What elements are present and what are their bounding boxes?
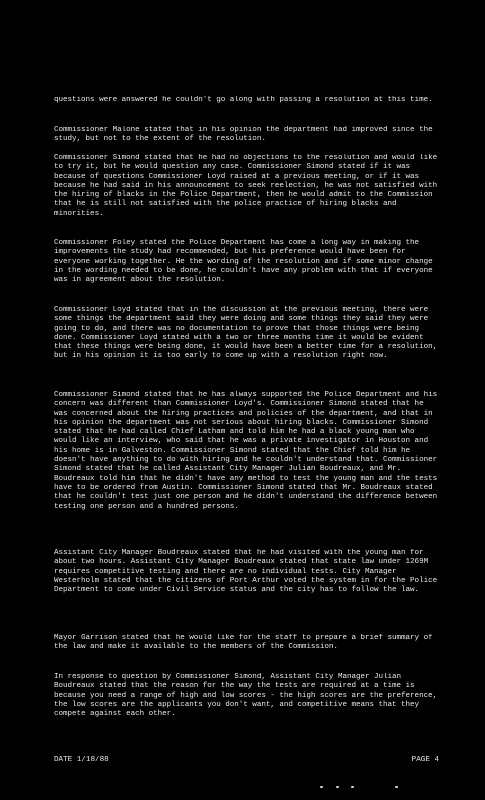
- page-footer: [54, 756, 439, 765]
- scan-speck: [395, 786, 398, 788]
- paragraph-2: Commissioner Malone stated that in his opinion the department had improved since the study, but not to the extent of the resolution.: [54, 126, 433, 144]
- paragraph-6: Commissioner Simond stated that he has always supported the Police Department and his concern was different than Commissioner Loyd's. Commissioner Simond stated that he was concerned about the hiring practices and policies of the department, and that in his opinion the department was not serious about hiring blacks. Commissioner Simond stated that he had called Chief Latham and told him he had a black young man who would like an interview, who said that he was a private investigator in Houston and his home is in Galveston. Commissioner Simond stated that the Chief told him he doesn't have anything to do with hiring and he couldn't understand that. Commissioner Simond stated that he called Assistant City Manager Julian Boudreaux, and Mr. Boudreaux told him that he didn't have any method to test the young man and the tests have to be ordered from Austin. Commissioner Simond stated that Mr. Boudreaux stated that he couldn't test just one person and he didn't understand the difference between testing one person and a hundred persons.: [54, 391, 438, 511]
- scan-speck: [336, 786, 339, 788]
- scan-speck: [320, 786, 323, 788]
- paragraph-5: Commissioner Loyd stated that in the discussion at the previous meeting, there were some things the department said they were doing and some things they said they were going to do, and there was no documentation to prove that those things were being done. Commissioner Loyd stated with a two or three months time it would be evident that these things were being done, it would have been a better time for a resolution, but in his opinion it is too early to come up with a resolution right now.: [54, 306, 438, 361]
- paragraph-3: Commissioner Simond stated that he had no objections to the resolution and would like to try it, but he would question any case. Commissioner Simond stated if it was because of questions Commissioner Loyd raised at a previous meeting, or if it was because he had said in his announcement to seek reelection, he was not satisfied with the hiring of blacks in the Police Department, then he would admit to the Commission that he is still not satisfied with the police practice of hiring blacks and minorities.: [54, 154, 438, 218]
- paragraph-9: In response to question by Commissioner Simond, Assistant City Manager Julian Boudreaux stated that the reason for the way the tests are required at a time is because you need a range of high and low scores - the high scores are the preference, the low scores are the applicants you don't want, and competitive means that they compete against each other.: [54, 673, 438, 719]
- scan-speck: [351, 786, 354, 788]
- paragraph-1: questions were answered he couldn't go along with passing a resolution at this time.: [54, 96, 433, 104]
- footer-page-number: PAGE 4: [411, 756, 439, 764]
- paragraph-7: Assistant City Manager Boudreaux stated that he had visited with the young man for about two hours. Assistant City Manager Boudreaux stated that state law under 1269M requires competitive testing and there are no individual tests. City Manager Westerholm stated that the citizens of Port Arthur voted the system in for the Police Department to come under Civil Service status and the city has to follow the law.: [54, 549, 438, 595]
- footer-date: DATE 1/18/88: [54, 756, 109, 764]
- paragraph-4: Commissioner Foley stated the Police Department has come a long way in making the improvements the study had recommended, but his preference would have been for everyone working together. He the wording of the resolution and if some minor change in the wording needed to be done, he couldn't have any problem with that if everyone was in agreement about the resolution.: [54, 239, 433, 285]
- paragraph-8: Mayor Garrison stated that he would like for the staff to prepare a brief summary of the law and make it available to the members of the Commission.: [54, 634, 433, 652]
